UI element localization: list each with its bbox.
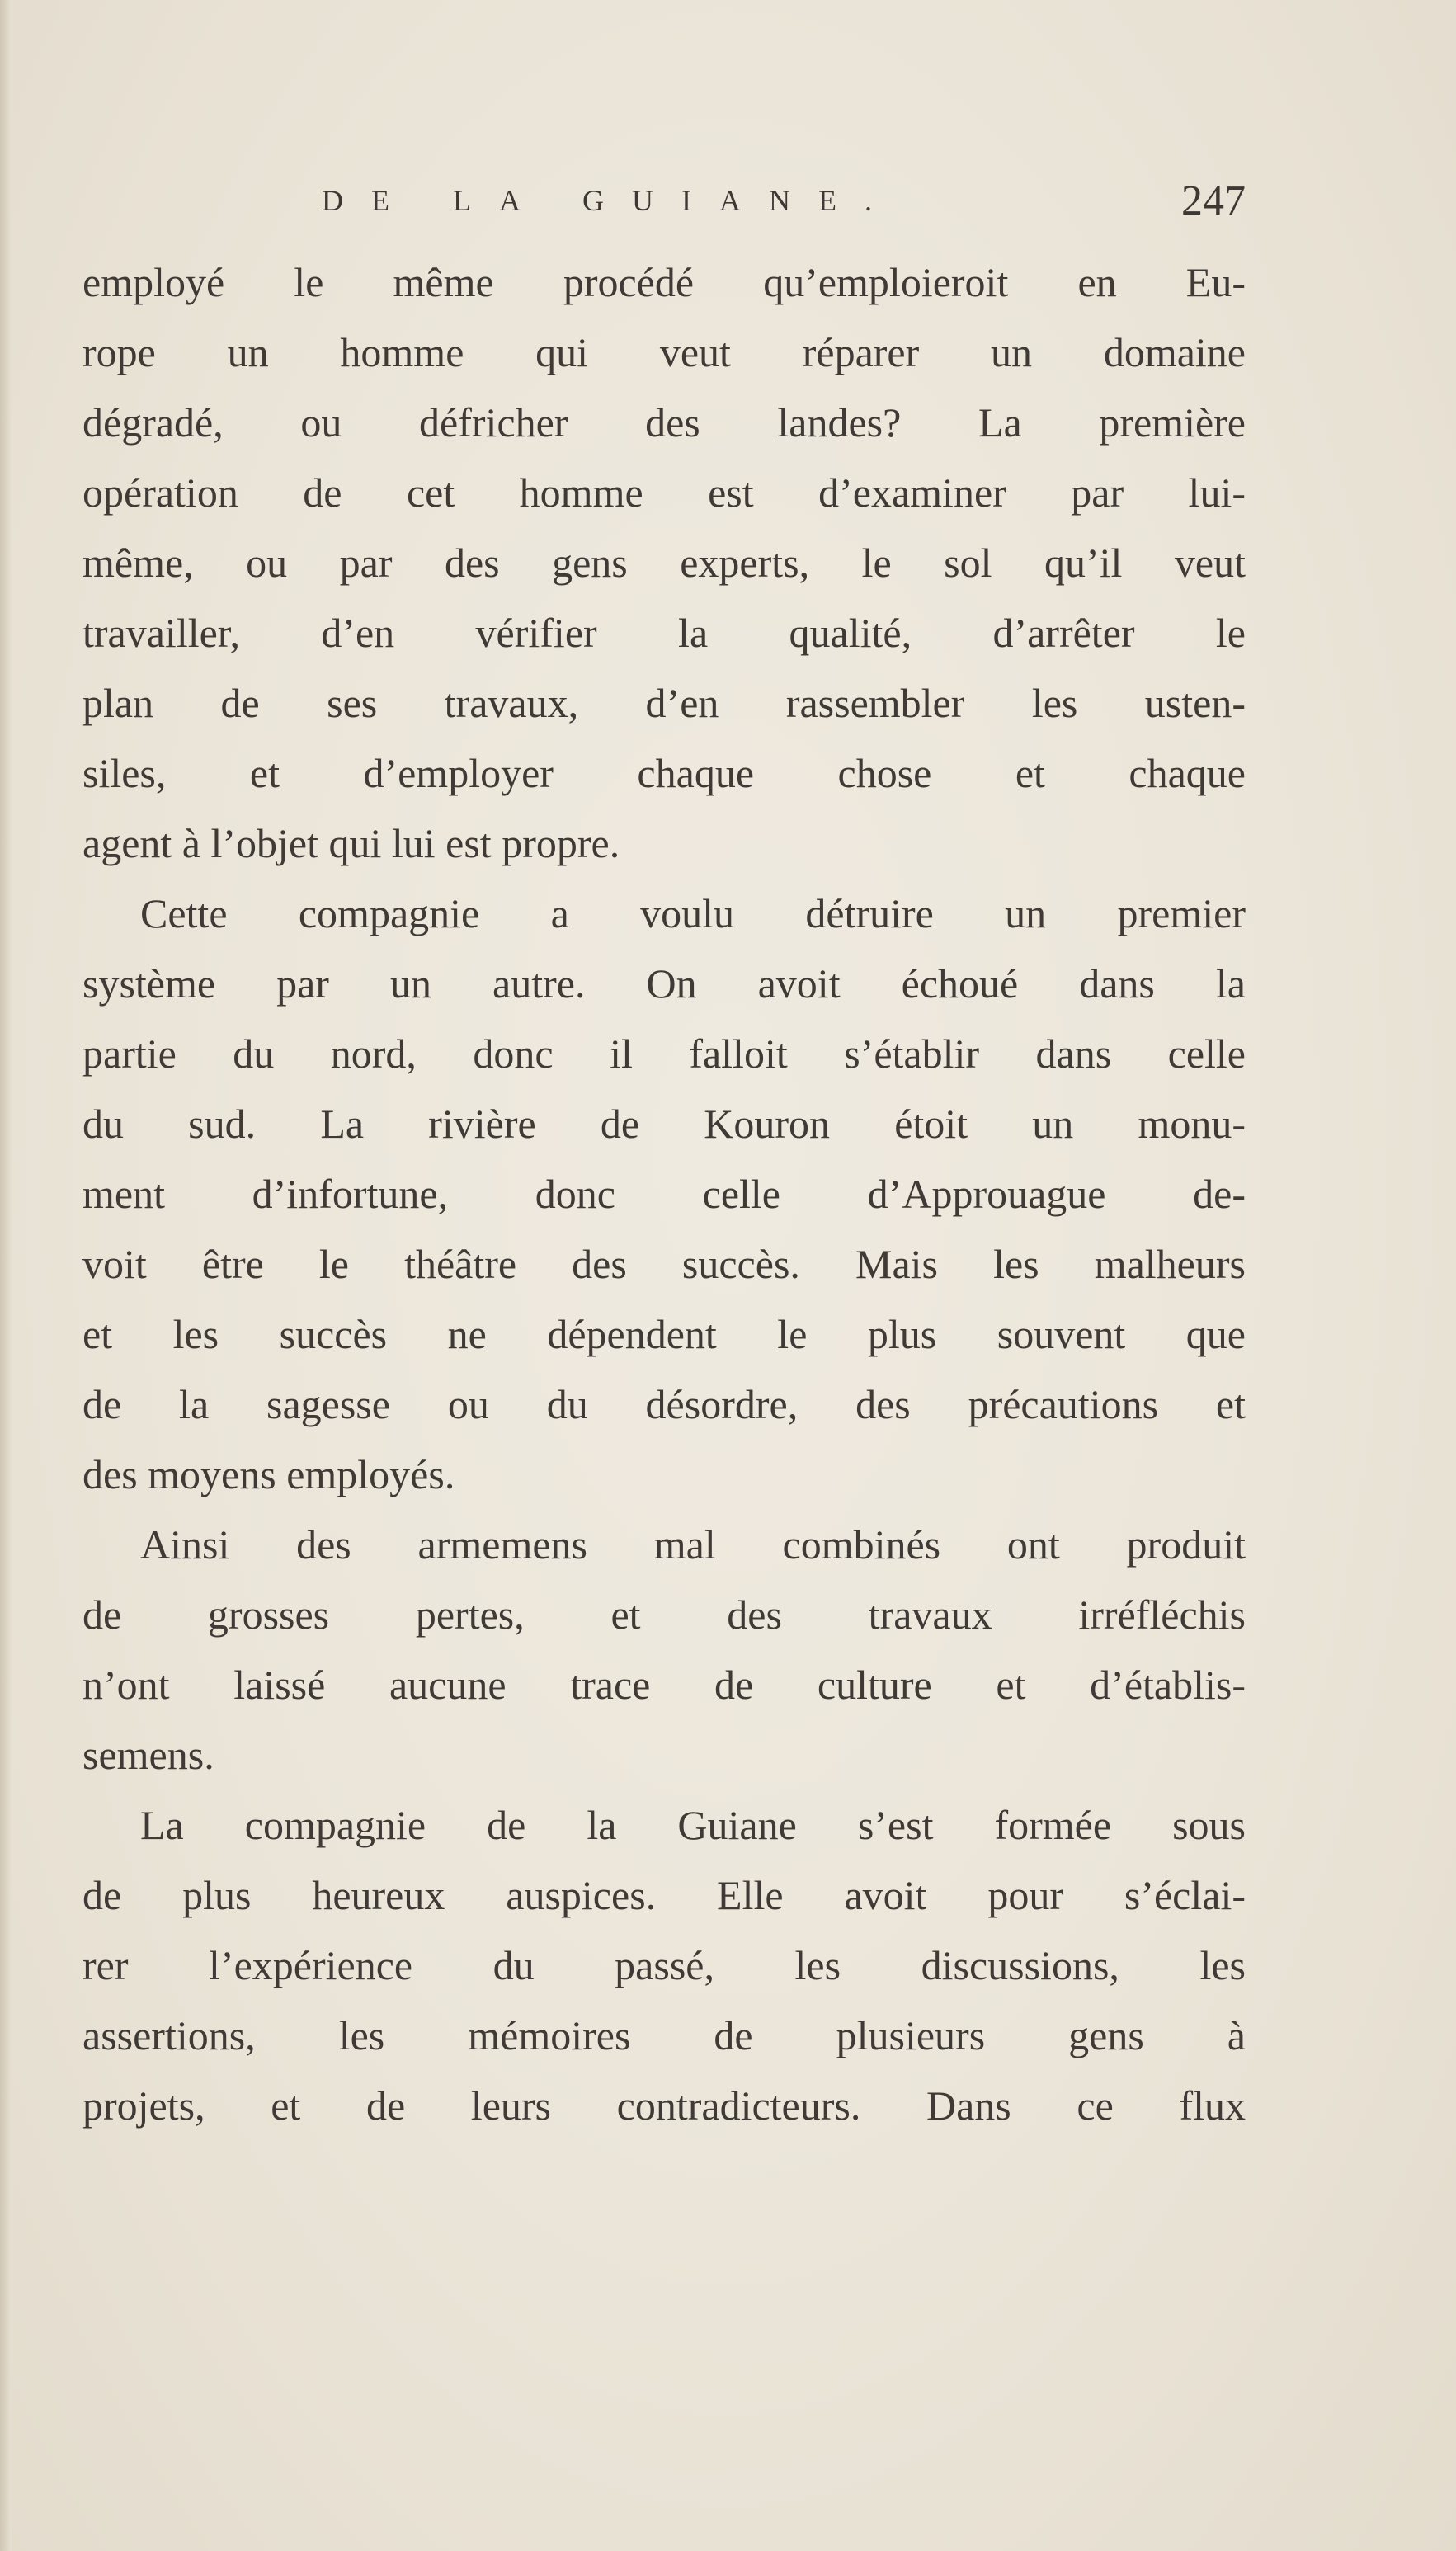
text-line: des moyens employés. [82, 1451, 455, 1497]
text-line: La compagnie de la Guiane s’est formée sous [140, 1802, 1246, 1848]
running-head-title: DE LA GUIANE. [322, 184, 900, 217]
text-line: voit être le théâtre des succès. Mais les malheurs [82, 1241, 1246, 1287]
text-line: rope un homme qui veut réparer un domaine [82, 329, 1246, 375]
text-line: n’ont laissé aucune trace de culture et d’établis- [82, 1662, 1246, 1708]
text-line: de la sagesse ou du désordre, des précautions et [82, 1381, 1246, 1427]
running-head [82, 177, 1246, 233]
text-line: plan de ses travaux, d’en rassembler les usten- [82, 680, 1246, 726]
page-number: 247 [1181, 177, 1246, 224]
text-line: agent à l’objet qui lui est propre. [82, 820, 620, 866]
text-line: rer l’expérience du passé, les discussions, les [82, 1942, 1246, 1988]
text-line: travailler, d’en vérifier la qualité, d’arrêter le [82, 610, 1246, 656]
text-line: et les succès ne dépendent le plus souvent que [82, 1311, 1246, 1357]
text-line: du sud. La rivière de Kouron étoit un monu- [82, 1101, 1246, 1147]
text-line: système par un autre. On avoit échoué dans la [82, 960, 1246, 1007]
text-line: employé le même procédé qu’emploieroit en Eu- [82, 259, 1246, 305]
text-line: Ainsi des armemens mal combinés ont produit [140, 1521, 1246, 1568]
text-line: projets, et de leurs contradicteurs. Dans ce flux [82, 2082, 1246, 2129]
text-line: même, ou par des gens experts, le sol qu’il veut [82, 540, 1246, 586]
text-line: dégradé, ou défricher des landes? La première [82, 399, 1246, 446]
text-line: partie du nord, donc il falloit s’établir dans celle [82, 1030, 1246, 1077]
text-line: assertions, les mémoires de plusieurs gens à [82, 2012, 1246, 2058]
text-line: de plus heureux auspices. Elle avoit pour s’éclai- [82, 1872, 1246, 1918]
text-line: de grosses pertes, et des travaux irréfléchis [82, 1591, 1246, 1638]
text-line: opération de cet homme est d’examiner par lui- [82, 469, 1246, 516]
text-line: ment d’infortune, donc celle d’Approuague de- [82, 1171, 1246, 1217]
text-line: semens. [82, 1732, 214, 1778]
page-left-edge [0, 0, 12, 2551]
text-line: siles, et d’employer chaque chose et chaque [82, 750, 1246, 796]
text-line: Cette compagnie a voulu détruire un premier [140, 890, 1246, 936]
body-text [82, 248, 1246, 2141]
